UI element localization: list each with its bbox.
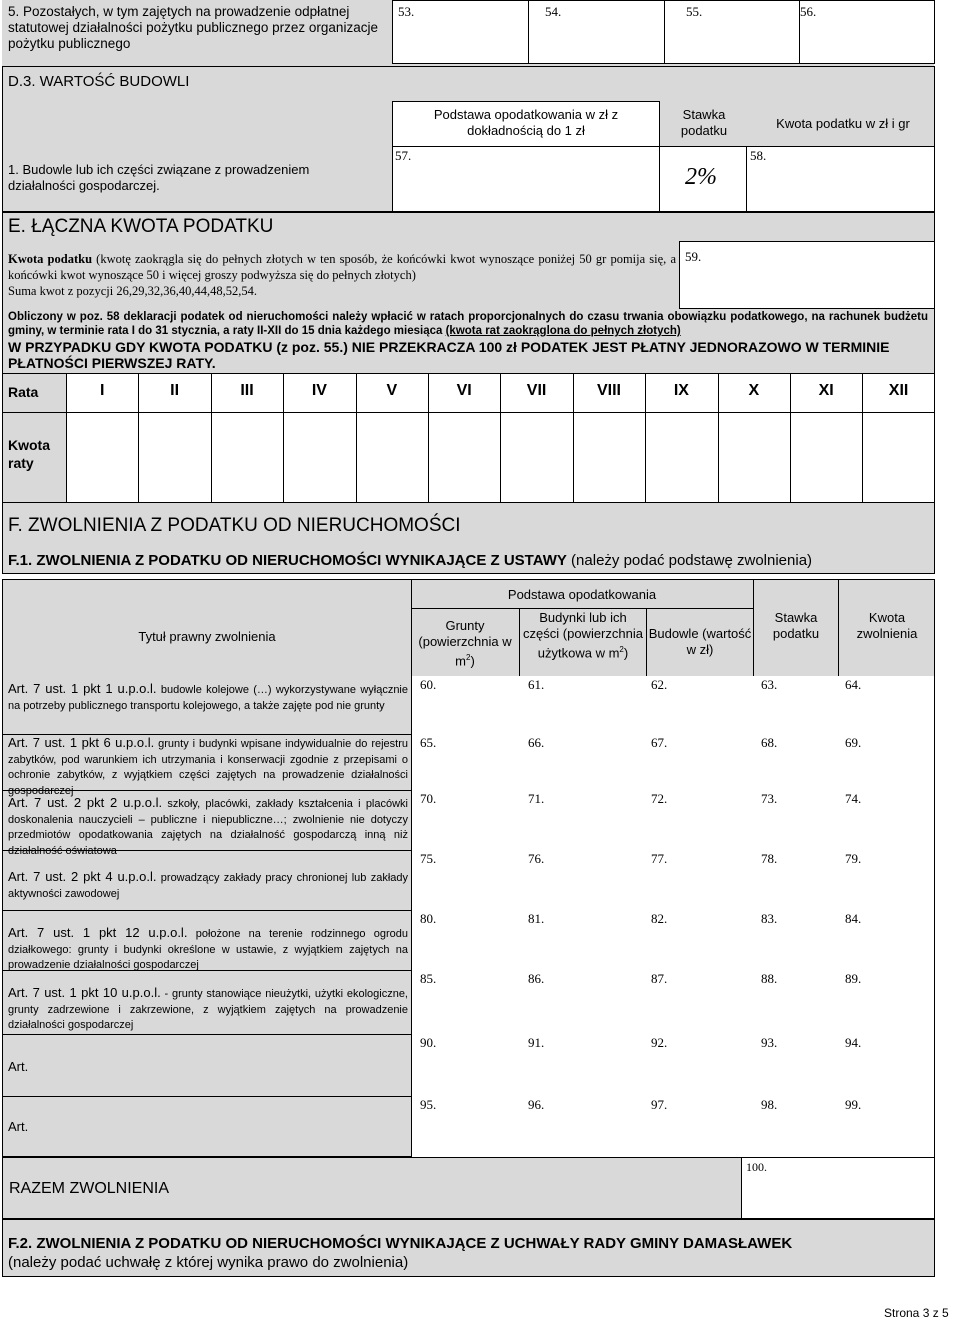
d3-title: D.3. WARTOŚĆ BUDOWLI — [8, 73, 190, 90]
field-97: 97. — [651, 1097, 668, 1112]
rata-header-8: VIII — [596, 382, 621, 399]
field-58: 58. — [750, 148, 767, 163]
e-note-text: Obliczony w poz. 58 deklaracji podatek od nieruchomości należy wpłacić w ratach proporcjonalnych do czasu trwania obowiązku podatkowego, na rachunek budżetu gminy, w terminie rata I do 31 stycznia, a raty II-XII do 15 dnia każdego miesiąca — [8, 311, 928, 337]
field-94: 94. — [845, 1035, 862, 1050]
field-81: 81. — [528, 911, 545, 926]
h-budynki-sup: 2 — [619, 645, 624, 654]
f1-row-3-title — [8, 796, 408, 858]
f1-row-1-text: budowle kolejowe (…) wykorzystywane wyłącznie na potrzeby publicznego transportu kolejowego, a także zajęte pod nie grunty — [8, 684, 408, 712]
field-60: 60. — [420, 677, 437, 692]
f1-title — [8, 552, 812, 569]
h-budynki-label — [522, 610, 644, 661]
h-budowle-label: Budowle (wartość w zł) — [648, 626, 752, 657]
f1-row-8-art: Art. — [8, 1119, 29, 1134]
e-desc-text: (kwotę zaokrągla się do pełnych złotych w ten sposób, że końcówki kwot wynoszące poniżej 50 gr pomija się, a końcówki kwot wynoszące 50 i więcej groszy podwyższa się do pełnych złotych) — [8, 252, 676, 282]
f-title: F. ZWOLNIENIA Z PODATKU OD NIERUCHOMOŚCI — [8, 515, 461, 536]
rata-header-4: IV — [311, 382, 327, 399]
field-85: 85. — [420, 971, 437, 986]
field-70: 70. — [420, 791, 437, 806]
field-99: 99. — [845, 1097, 862, 1112]
f2-note: (należy podać uchwałę z której wynika prawo do zwolnienia) — [8, 1254, 409, 1271]
rata-header-11: XI — [818, 382, 834, 399]
f1-row-8-title — [8, 1120, 408, 1136]
rata-header-5: V — [386, 382, 398, 399]
rata-header-3: III — [240, 382, 254, 399]
kwota-raty-input-1[interactable] — [66, 413, 138, 502]
e-sum-positions: Suma kwot z pozycji 26,29,32,36,40,44,48,52,54. — [8, 284, 257, 298]
field-92: 92. — [651, 1035, 668, 1050]
f1-row-6-text: - grunty stanowiące nieużytki, użytki ekologiczne, grunty zadrzewione i zakrzewione, z wyjątkiem zajętych na prowadzenie działalności gospodarczej — [8, 988, 408, 1031]
field-58-input[interactable] — [746, 146, 935, 212]
d3-col-base-label: Podstawa opodatkowania w zł z dokładnością do 1 zł — [433, 107, 619, 138]
field-57: 57. — [395, 148, 412, 163]
field-89: 89. — [845, 971, 862, 986]
page-number: Strona 3 z 5 — [884, 1306, 949, 1320]
d3-row-label: 1. Budowle lub ich części związane z prowadzeniem działalności gospodarczej. — [8, 162, 310, 193]
field-61: 61. — [528, 677, 545, 692]
h-grunty-close: ) — [470, 653, 475, 669]
field-59-input[interactable] — [679, 241, 935, 309]
h-title-label: Tytuł prawny zwolnienia — [138, 629, 276, 644]
kwota-raty-input-5[interactable] — [356, 413, 428, 502]
field-96: 96. — [528, 1097, 545, 1112]
f1-row-7-title — [8, 1060, 408, 1076]
field-68: 68. — [761, 735, 778, 750]
e-description — [8, 251, 676, 283]
field-56: 56. — [800, 4, 817, 19]
rata-header-12: XII — [888, 382, 909, 399]
e-desc-bold: Kwota podatku — [8, 252, 93, 266]
f1-row-5-text: położone na terenie rodzinnego ogrodu działkowego: grunty i budynki określone w ustawie, z wyjątkiem zajętych na prowadzenie działalności gospodarczej — [8, 928, 408, 971]
e-payment-note — [8, 310, 928, 338]
f1-row-4-text: prowadzący zakłady pracy chronionej lub zakłady aktywności zawodowej — [8, 872, 408, 900]
kwota-raty-input-10[interactable] — [718, 413, 790, 502]
kwota-raty-input-3[interactable] — [211, 413, 283, 502]
field-53: 53. — [398, 4, 415, 19]
field-80: 80. — [420, 911, 437, 926]
field-90: 90. — [420, 1035, 437, 1050]
e-note-single-payment: W PRZYPADKU GDY KWOTA PODATKU (z poz. 55.) NIE PRZEKRACZA 100 zł PODATEK JEST PŁATNY JEDNORAZOWO W TERMINIE PŁATNOŚCI PIERWSZEJ RATY. — [8, 339, 890, 371]
rata-label: Rata — [8, 384, 39, 400]
field-64: 64. — [845, 677, 862, 692]
kwota-raty-input-4[interactable] — [283, 413, 355, 502]
field-88: 88. — [761, 971, 778, 986]
kwota-raty-label: Kwota raty — [8, 437, 50, 471]
rata-header-2: II — [170, 382, 180, 399]
d3-col-rate-label: Stawka podatku — [680, 107, 728, 138]
field-100-input[interactable] — [741, 1157, 935, 1219]
f1-row-7-art: Art. — [8, 1059, 29, 1074]
e-note-underlined: (kwota rat zaokrąglona do pełnych złotych) — [445, 325, 681, 337]
field-84: 84. — [845, 911, 862, 926]
field-86: 86. — [528, 971, 545, 986]
field-91: 91. — [528, 1035, 545, 1050]
field-73: 73. — [761, 791, 778, 806]
field-63: 63. — [761, 677, 778, 692]
h-budynki-text: Budynki lub ich części (powierzchnia użytkowa w m — [523, 610, 643, 661]
h-grunty-sup: 2 — [466, 653, 471, 662]
f1-row-6-title — [8, 986, 408, 1033]
kwota-raty-input-9[interactable] — [645, 413, 717, 502]
h-grunty-text: Grunty (powierzchnia w m — [418, 618, 512, 669]
f1-row-4-title — [8, 870, 408, 901]
rata-header-1: I — [99, 382, 105, 399]
field-67: 67. — [651, 735, 668, 750]
rata-header-6: VI — [456, 382, 472, 399]
field-76: 76. — [528, 851, 545, 866]
f1-row-3-text: szkoły, placówki, zakłady kształcenia i placówki doskonalenia nauczycieli – publiczne i niepubliczne…; zwolnienie nie dotyczy przedmiotów opodatkowania zajętych na działalność gospodarczą inną niż działalność oświatowa — [8, 798, 409, 857]
field-55: 55. — [686, 4, 703, 19]
h-budynki-close: ) — [623, 645, 629, 661]
field-65: 65. — [420, 735, 437, 750]
h-base-label: Podstawa opodatkowania — [507, 587, 657, 602]
field-59: 59. — [685, 249, 702, 264]
f1-row-4-art: Art. 7 ust. 2 pkt 4 u.p.o.l. — [8, 869, 157, 884]
kwota-raty-input-2[interactable] — [138, 413, 210, 502]
field-72: 72. — [651, 791, 668, 806]
d3-rate-value: 2% — [685, 164, 717, 190]
rata-header-10: X — [748, 382, 760, 399]
field-100: 100. — [746, 1160, 767, 1174]
d3-col-tax-label: Kwota podatku w zł i gr — [776, 116, 910, 131]
kwota-raty-input-11[interactable] — [790, 413, 862, 502]
f1-row-3-art: Art. 7 ust. 2 pkt 2 u.p.o.l. — [8, 795, 163, 810]
f1-row-2-art: Art. 7 ust. 1 pkt 6 u.p.o.l. — [8, 735, 155, 750]
field-66: 66. — [528, 735, 545, 750]
field-69: 69. — [845, 735, 862, 750]
kwota-raty-input-6[interactable] — [428, 413, 500, 502]
f1-row-1-title — [8, 682, 408, 713]
field-77: 77. — [651, 851, 668, 866]
f1-row-6-art: Art. 7 ust. 1 pkt 10 u.p.o.l. — [8, 985, 161, 1000]
rata-header-9: IX — [673, 382, 689, 399]
f1-title-text: F.1. ZWOLNIENIA Z PODATKU OD NIERUCHOMOŚCI WYNIKAJĄCE Z USTAWY — [8, 552, 567, 569]
d2-row5-label: 5. Pozostałych, w tym zajętych na prowadzenie odpłatnej statutowej działalności pożytku publicznego przez organizacje pożytku publicznego — [8, 4, 378, 51]
f1-row-2-text: grunty i budynki wpisane indywidualnie do rejestru zabytków, pod warunkiem ich utrzymania i konserwacji zgodnie z przepisami o ochronie zabytków, z wyjątkiem części zajętych na prowadzenie działalności gospodarczej — [8, 738, 409, 797]
f1-row-1-art: Art. 7 ust. 1 pkt 1 u.p.o.l. — [8, 681, 157, 696]
field-98: 98. — [761, 1097, 778, 1112]
f1-row-2-title — [8, 736, 408, 798]
field-54: 54. — [545, 4, 562, 19]
field-62: 62. — [651, 677, 668, 692]
f1-row-5-art: Art. 7 ust. 1 pkt 12 u.p.o.l. — [8, 925, 188, 940]
razem-label: RAZEM ZWOLNIENIA — [9, 1180, 170, 1197]
field-71: 71. — [528, 791, 545, 806]
field-87: 87. — [651, 971, 668, 986]
field-57-input[interactable] — [392, 146, 660, 212]
f1-row-5-title — [8, 926, 408, 973]
rata-header-7: VII — [526, 382, 547, 399]
field-95: 95. — [420, 1097, 437, 1112]
h-stawka-label: Stawka podatku — [772, 610, 820, 641]
kwota-raty-input-7[interactable] — [500, 413, 572, 502]
kwota-raty-input-8[interactable] — [573, 413, 645, 502]
f2-title: F.2. ZWOLNIENIA Z PODATKU OD NIERUCHOMOŚCI WYNIKAJĄCE Z UCHWAŁY RADY GMINY DAMASŁAWEK — [8, 1235, 793, 1252]
field-78: 78. — [761, 851, 778, 866]
h-grunty-label — [412, 618, 518, 669]
field-74: 74. — [845, 791, 862, 806]
field-93: 93. — [761, 1035, 778, 1050]
field-83: 83. — [761, 911, 778, 926]
field-75: 75. — [420, 851, 437, 866]
f1-title-note: (należy podać podstawę zwolnienia) — [566, 552, 813, 569]
field-82: 82. — [651, 911, 668, 926]
h-kwota-label: Kwota zwolnienia — [856, 610, 918, 641]
field-79: 79. — [845, 851, 862, 866]
kwota-raty-input-12[interactable] — [862, 413, 934, 502]
e-title: E. ŁĄCZNA KWOTA PODATKU — [8, 216, 274, 237]
